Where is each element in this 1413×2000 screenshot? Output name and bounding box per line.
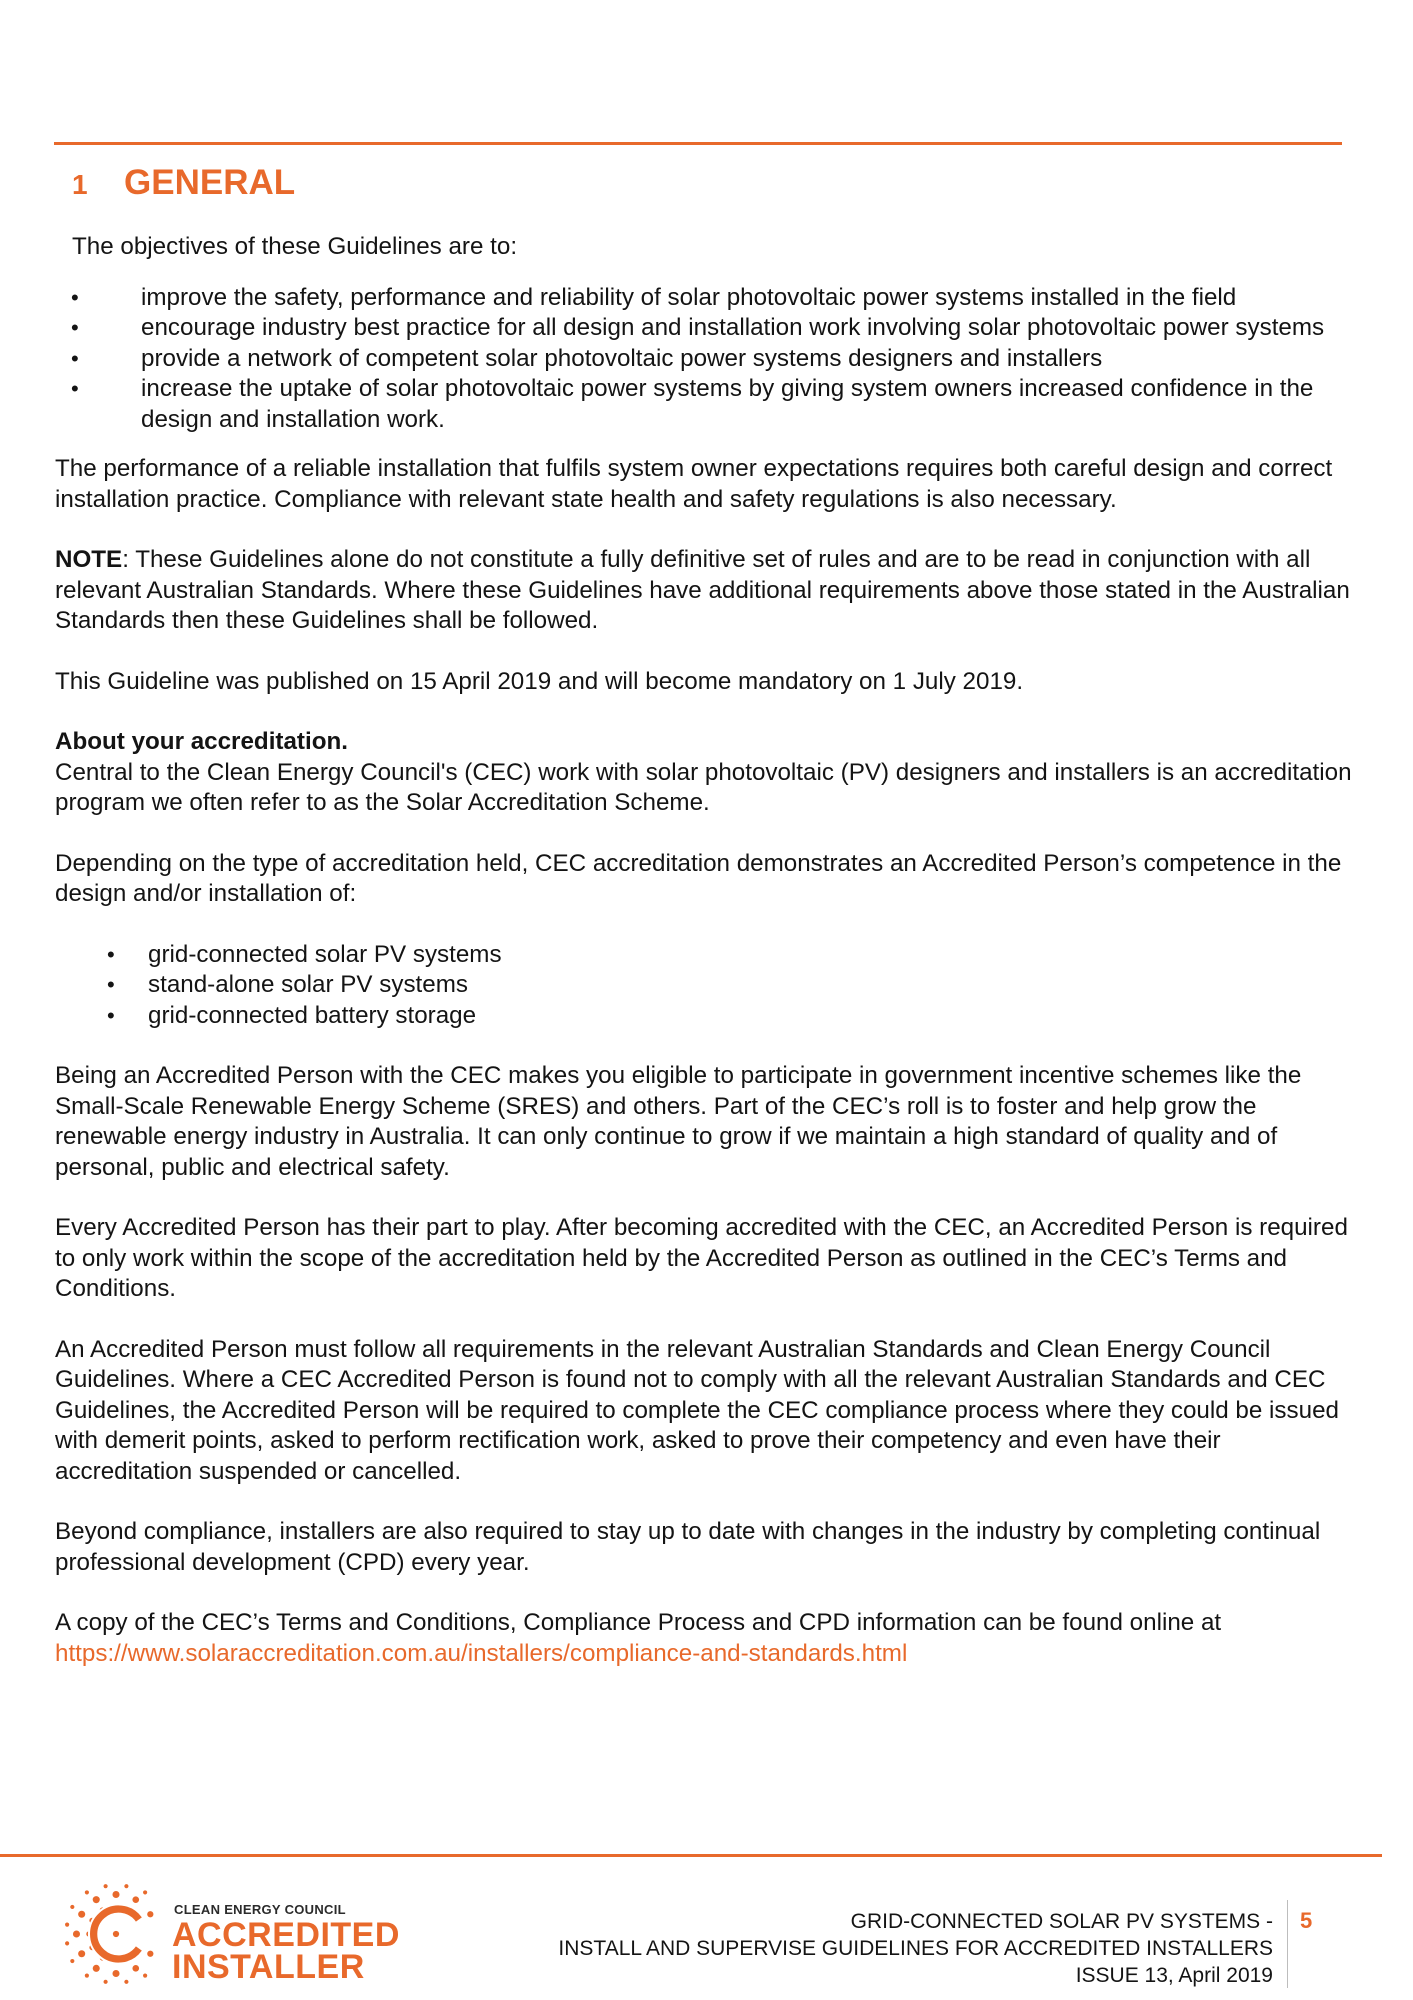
header-rule <box>54 142 1342 145</box>
list-item: • provide a network of competent solar photovoltaic power systems designers and installers <box>55 344 1355 375</box>
eligibility-paragraph: Being an Accredited Person with the CEC makes you eligible to participate in government incentive schemes like the Small-Scale Renewable Energy Scheme (SRES) and others. Part of the CEC’s roll is to foster and help grow the renewable energy industry in Australia. It can only continue to grow if we maintain a high standard of quality and of personal, public and electrical safety. <box>55 1062 1302 1181</box>
published-paragraph: This Guideline was published on 15 April 2019 and will become mandatory on 1 July 2019. <box>55 667 1024 695</box>
copy-paragraph <box>55 1608 1355 1669</box>
accreditation-text: Central to the Clean Energy Council's (CEC) work with solar photovoltaic (PV) designers and installers is an accreditation program we often refer to as the Solar Accreditation Scheme. <box>55 758 1352 816</box>
intro-text: The objectives of these Guidelines are to: <box>72 233 518 260</box>
list-item: • grid-connected battery storage <box>55 1001 1355 1032</box>
footer-rule <box>0 1854 1382 1857</box>
cec-logo <box>64 1882 400 1992</box>
logo-org-name: CLEAN ENERGY COUNCIL <box>174 1902 346 1917</box>
list-item: • encourage industry best practice for all design and installation work involving solar photovoltaic power systems <box>55 313 1355 344</box>
compliance-paragraph: An Accredited Person must follow all requirements in the relevant Australian Standards and Clean Energy Council Guidelines. Where a CEC Accredited Person is found not to comply with all the relevant Australian Standards and CEC Guidelines, the Accredited Person will be required to complete the CEC compliance process where they could be issued with demerit points, asked to perform rectification work, asked to prove their competency and even have their accreditation suspended or cancelled. <box>55 1335 1339 1485</box>
cpd-paragraph: Beyond compliance, installers are also required to stay up to date with changes in the industry by completing continual professional development (CPD) every year. <box>55 1518 1321 1576</box>
accreditation-heading: About your accreditation. <box>55 728 348 755</box>
body-content <box>55 232 1355 1699</box>
systems-list <box>55 940 1355 1032</box>
section-title: GENERAL <box>124 163 296 202</box>
footer-line: ISSUE 13, April 2019 <box>1075 1964 1273 1987</box>
copy-text: A copy of the CEC’s Terms and Conditions, Compliance Process and CPD information can be found online at <box>55 1609 1222 1636</box>
footer-line: GRID-CONNECTED SOLAR PV SYSTEMS - <box>850 1910 1273 1933</box>
objectives-list <box>55 283 1355 436</box>
note-label: NOTE <box>55 546 123 573</box>
performance-paragraph: The performance of a reliable installation that fulfils system owner expectations requires both careful design and correct installation practice. Compliance with relevant state health and safety regulations is also necessary. <box>55 455 1333 513</box>
list-item: • increase the uptake of solar photovoltaic power systems by giving system owners increased confidence in the design and installation work. <box>55 374 1355 435</box>
list-item: • improve the safety, performance and reliability of solar photovoltaic power systems installed in the field <box>55 283 1355 314</box>
note-paragraph <box>55 545 1355 637</box>
page-number: 5 <box>1300 1908 1313 1933</box>
logo-line-accredited: ACCREDITED <box>172 1916 400 1954</box>
note-text: : These Guidelines alone do not constitute a fully definitive set of rules and are to be read in conjunction with all relevant Australian Standards. Where these Guidelines have additional requirements above those stated in the Australian Standards then these Guidelines shall be followed. <box>55 546 1350 634</box>
compliance-link[interactable]: https://www.solaraccreditation.com.au/installers/compliance-and-standards.html <box>55 1639 908 1667</box>
depending-paragraph: Depending on the type of accreditation held, CEC accreditation demonstrates an Accredited Person’s competence in the design and/or installation of: <box>55 849 1342 907</box>
accreditation-paragraph <box>55 727 1355 819</box>
footer-divider <box>1287 1900 1288 1988</box>
list-item: • stand-alone solar PV systems <box>55 970 1355 1001</box>
list-item: • grid-connected solar PV systems <box>55 940 1355 971</box>
section-heading <box>72 161 295 207</box>
sunburst-c-icon <box>64 1882 168 1986</box>
scope-paragraph: Every Accredited Person has their part to play. After becoming accredited with the CEC, an Accredited Person is required to only work within the scope of the accreditation held by the Accredited Person as outlined in the CEC’s Terms and Conditions. <box>55 1214 1348 1302</box>
section-number: 1 <box>72 169 88 200</box>
logo-line-installer: INSTALLER <box>172 1948 365 1986</box>
footer-title <box>558 1908 1273 1989</box>
footer-line: INSTALL AND SUPERVISE GUIDELINES FOR ACCREDITED INSTALLERS <box>558 1937 1273 1960</box>
